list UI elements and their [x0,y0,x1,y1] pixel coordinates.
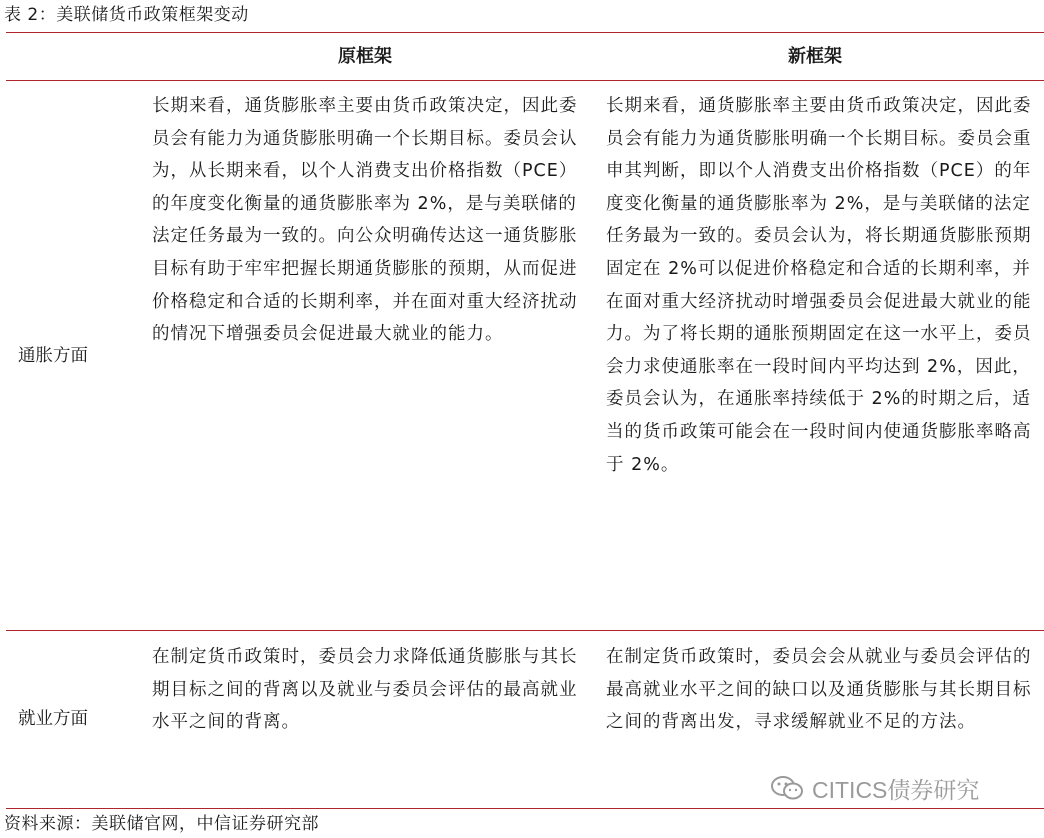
wechat-icon [770,774,806,802]
table-top-rule [6,32,1044,33]
row-label-inflation: 通胀方面 [18,346,88,366]
header-old-framework: 原框架 [338,46,392,67]
cell-inflation-old: 长期来看，通货膨胀率主要由货币政策决定，因此委员会有能力为通货膨胀明确一个长期目标。委员会认为，从长期来看，以个人消费支出价格指数（PCE）的年度变化衡量的通货膨胀率为 2%，是与美联储的法定任务最为一致的。向公众明确传达这一通货膨胀目标有助于牢牢把握长期通货膨胀的预期，从而促进价格稳定和合适的长期利率，并在面对重大经济扰动的情况下增强委员会促进最大就业的能力。 [152,96,578,345]
table-caption: 表 2：美联储货币政策框架变动 [4,5,249,25]
row-rule [6,630,1044,631]
header-new-framework: 新框架 [788,46,842,67]
row-label-employment: 就业方面 [18,709,88,729]
cell-inflation-new: 长期来看，通货膨胀率主要由货币政策决定，因此委员会有能力为通货膨胀明确一个长期目标。委员会重申其判断，即以个人消费支出价格指数（PCE）的年度变化衡量的通货膨胀率为 2%，是与美联储的法定任务最为一致的。委员会认为，将长期通货膨胀预期固定在 2%可以促进价格稳定和合适的长期利率，并在面对重大经济扰动时增强委员会促进最大就业的能力。为了将长期的通胀预期固定在这一水平上，委员会力求使通胀率在一段时间内平均达到 2%，因此，委员会认为，在通胀率持续低于 2%的时期之后，适当的货币政策可能会在一段时间内使通货膨胀率略高于 2%。 [606,96,1032,475]
cell-employment-new: 在制定货币政策时，委员会会从就业与委员会评估的最高就业水平之间的缺口以及通货膨胀与其长期目标之间的背离出发，寻求缓解就业不足的方法。 [606,647,1032,733]
watermark-text: CITICS债券研究 [812,776,980,803]
header-rule [6,80,1044,81]
watermark [770,772,979,804]
source-note: 资料来源：美联储官网，中信证券研究部 [4,814,319,834]
cell-employment-old: 在制定货币政策时，委员会力求降低通货膨胀与其长期目标之间的背离以及就业与委员会评估的最高就业水平之间的背离。 [152,647,578,733]
table-bottom-rule [6,808,1044,809]
